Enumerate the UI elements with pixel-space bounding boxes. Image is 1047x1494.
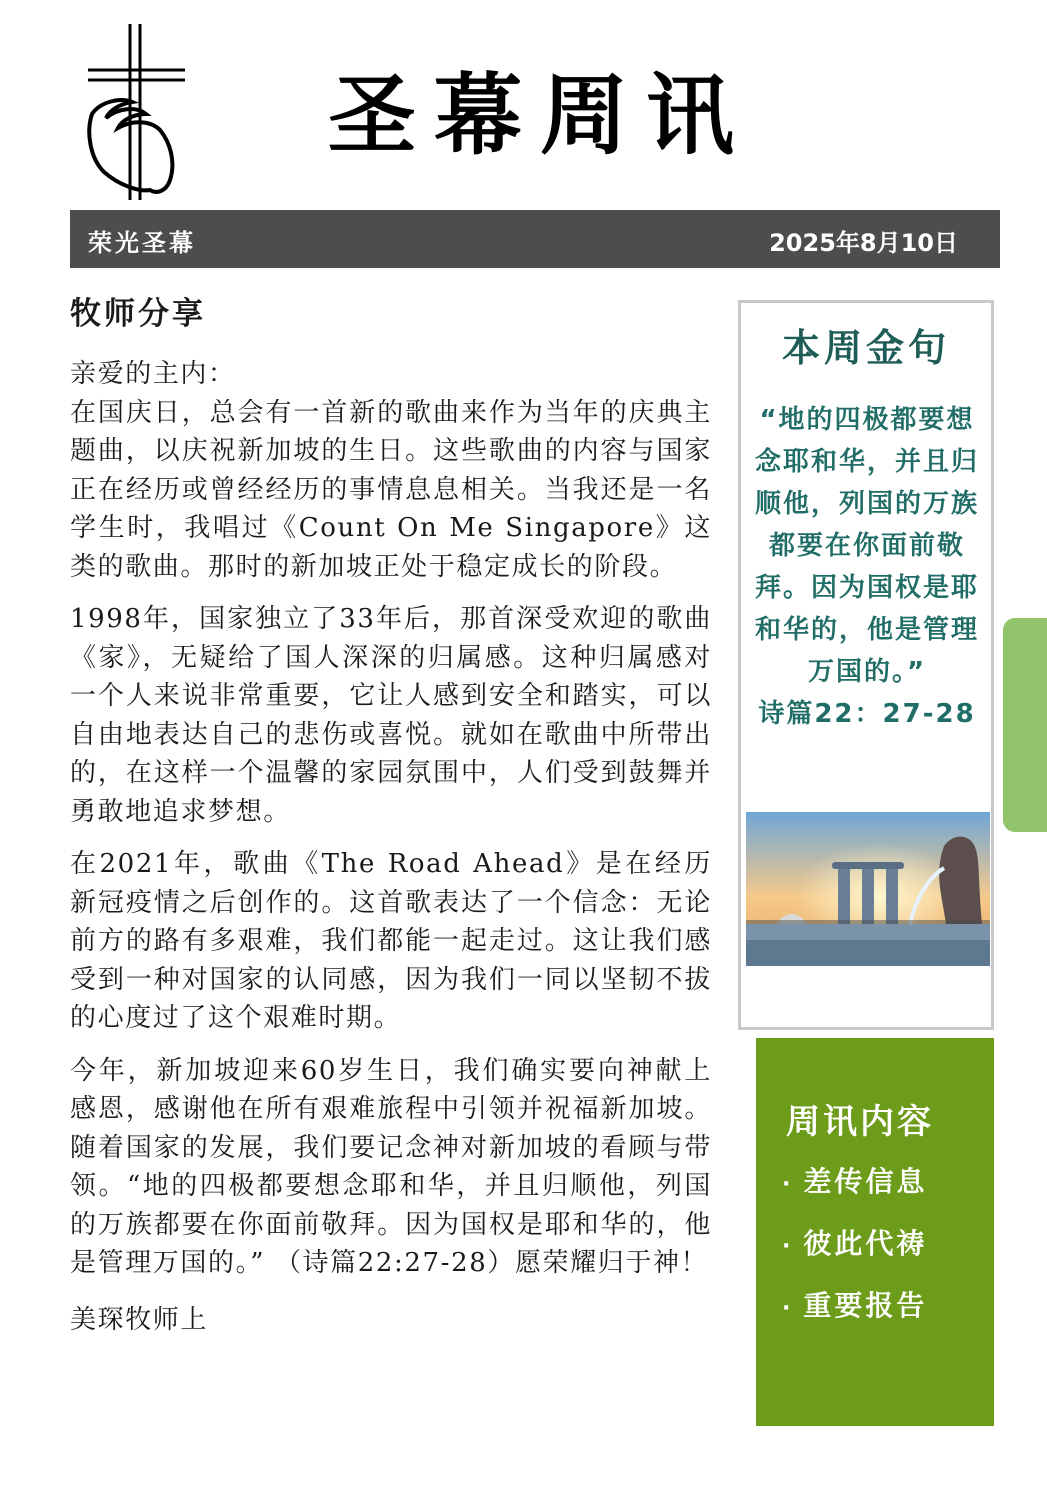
- paragraph: 今年，新加坡迎来60岁生日，我们确实要向神献上感恩，感谢他在所有艰难旅程中引领并祝福新加坡。随着国家的发展，我们要记念神对新加坡的看顾与带领。“地的四极都要想念耶和华，并且归顺他，列国的万族都要在你面前敬拜。因为国权是耶和华的，他是管理万国的。” （诗篇22:27-28）愿荣耀归于神！: [70, 1055, 712, 1278]
- contents-item-label: 彼此代祷: [803, 1227, 928, 1260]
- contents-item[interactable]: · 重要报告: [782, 1289, 928, 1322]
- contents-panel: [756, 1038, 994, 1426]
- greeting: 亲爱的主内：: [70, 359, 236, 389]
- signature: 美琛牧师上: [70, 1304, 209, 1335]
- contents-item-label: 重要报告: [803, 1289, 928, 1322]
- newsletter-title: 圣幕周讯: [327, 64, 752, 167]
- paragraph: 在2021年，歌曲《The Road Ahead》是在经历新冠疫情之后创作的。这首歌表达了一个信念：无论前方的路有多艰难，我们都能一起走过。这让我们感受到一种对国家的认同感，因为我们一同以坚韧不拔的心度过了这个艰难时期。: [70, 849, 712, 1033]
- issue-date: 2025年8月10日: [769, 229, 958, 257]
- verse-title: 本周金句: [781, 326, 950, 370]
- paragraph: 在国庆日，总会有一首新的歌曲来作为当年的庆典主题曲，以庆祝新加坡的生日。这些歌曲的内容与国家正在经历或曾经经历的事情息息相关。当我还是一名学生时，我唱过《Count On Me Singapore》这类的歌曲。那时的新加坡正处于稳定成长的阶段。: [70, 397, 712, 582]
- verse-text: [755, 399, 979, 735]
- paragraph: 1998年，国家独立了33年后，那首深受欢迎的歌曲《家》，无疑给了国人深深的归属感。这种归属感对一个人来说非常重要，它让人感到安全和踏实，可以自由地表达自己的悲伤或喜悦。就如在歌曲中所带出的，在这样一个温馨的家园氛围中，人们受到鼓舞并勇敢地追求梦想。: [70, 604, 712, 827]
- contents-heading: 周讯内容: [786, 1102, 934, 1142]
- contents-item[interactable]: · 差传信息: [782, 1165, 928, 1198]
- church-name: 荣光圣幕: [88, 229, 196, 257]
- contents-item[interactable]: · 彼此代祷: [782, 1227, 928, 1260]
- contents-item-label: 差传信息: [803, 1165, 928, 1198]
- church-logo-icon: [80, 22, 190, 202]
- header-banner: [70, 210, 1000, 268]
- verse-body: “地的四极都要想念耶和华，并且归顺他，列国的万族都要在你面前敬拜。因为国权是耶和华的，他是管理万国的。”: [755, 405, 980, 687]
- side-tab: [1003, 618, 1047, 832]
- section-title: 牧师分享: [70, 296, 206, 332]
- verse-reference: 诗篇22：27-28: [758, 699, 976, 729]
- singapore-merlion-photo: [746, 812, 990, 966]
- pastor-sharing: [70, 288, 712, 1339]
